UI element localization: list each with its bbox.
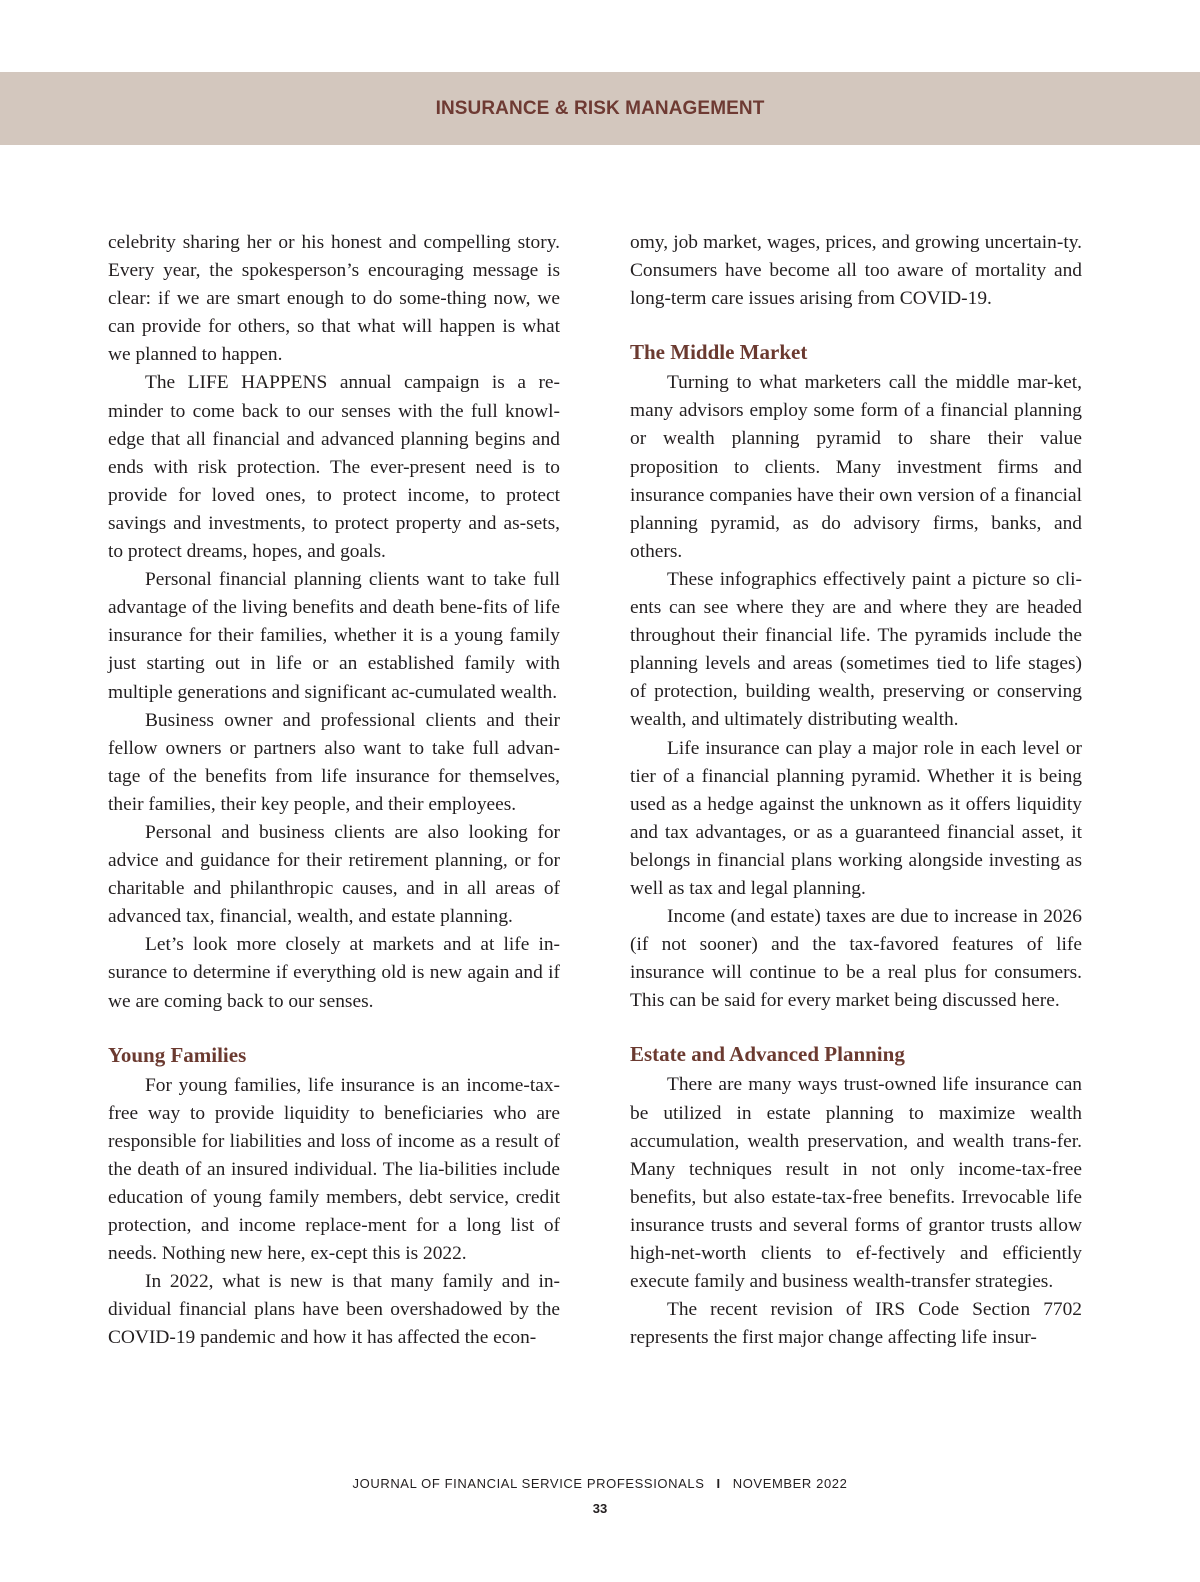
section-title: INSURANCE & RISK MANAGEMENT [435,97,765,119]
subheading-middle-market: The Middle Market [630,340,808,365]
paragraph: Personal financial planning clients want to take full advantage of the living benefits and death bene-fits of life insurance for their families, whether it is a young family just starting out in life or an established family with multiple generations and significant ac-cumulated wealth. [108,569,560,703]
journal-name: JOURNAL OF FINANCIAL SERVICE PROFESSIONALS [352,1476,705,1491]
paragraph: These infographics effectively paint a picture so cli-ents can see where they are and where they are headed throughout their financial life. The pyramids include the planning levels and areas (sometimes tied to life stages) of protection, building wealth, preserving or conserving wealth, and ultimately distributing wealth. [630,568,1082,731]
paragraph: Income (and estate) taxes are due to increase in 2026 (if not sooner) and the tax-favored features of life insurance will continue to be a real plus for consumers. This can be said for every market being discussed here. [630,906,1082,1012]
paragraph: Business owner and professional clients and their fellow owners or partners also want to take full advan-tage of the benefits from life insurance for themselves, their families, their key people, and their employees. [108,709,560,815]
paragraph: celebrity sharing her or his honest and compelling story. Every year, the spokesperson’s encouraging message is clear: if we are smart enough to do some-thing now, we can provide for others, so that what will happen is what we planned to happen. [108,232,560,366]
page-number: 33 [592,1501,608,1516]
paragraph: For young families, life insurance is an income-tax-free way to provide liquidity to beneficiaries who are responsible for liabilities and loss of income as a result of the death of an insured individual. The lia-bilities include education of young family members, debt service, credit protection, and income replace-ment for a long list of needs. Nothing new here, ex-cept this is 2022. [108,1074,560,1265]
paragraph: Life insurance can play a major role in each level or tier of a financial planning pyramid. Whether it is being used as a hedge against the unknown as it offers liquidity and tax advantages, or as a guaranteed financial asset, it belongs in financial plans working alongside investing as well as tax and legal planning. [630,737,1082,899]
left-column [108,229,560,1353]
subheading-estate-planning: Estate and Advanced Planning [630,1042,905,1067]
paragraph: omy, job market, wages, prices, and growing uncertain-ty. Consumers have become all too aware of mortality and long-term care issues arising from COVID-19. [630,232,1082,310]
paragraph: Let’s look more closely at markets and at life in-surance to determine if everything old is new again and if we are coming back to our senses. [108,934,560,1012]
right-column [630,229,1082,1352]
paragraph: Personal and business clients are also looking for advice and guidance for their retirement planning, or for charitable and philanthropic causes, and in all areas of advanced tax, financial, wealth, and estate planning. [108,821,560,928]
paragraph: There are many ways trust-owned life insurance can be utilized in estate planning to maximize wealth accumulation, wealth preservation, and wealth trans-fer. Many techniques result in not only income-tax-free benefits, but also estate-tax-free benefits. Irrevocable life insurance trusts and several forms of grantor trusts allow high-net-worth clients to ef-fectively and efficiently execute family and business wealth-transfer strategies. [630,1074,1082,1293]
footer-journal-line [0,1476,1200,1491]
paragraph: In 2022, what is new is that many family and in-dividual financial plans have been overshadowed by the COVID-19 pandemic and how it has affected the econ- [108,1271,560,1349]
paragraph: The LIFE HAPPENS annual campaign is a re-minder to come back to our senses with the full knowl-edge that all financial and advanced planning begins and ends with risk protection. The ever-present need is to provide for loved ones, to protect income, to protect savings and investments, to protect property and as-sets, to protect dreams, hopes, and goals. [108,372,560,563]
issue-date: NOVEMBER 2022 [732,1476,848,1491]
section-header-band [0,72,1200,145]
footer-separator: I [716,1476,721,1491]
paragraph: Turning to what marketers call the middle mar-ket, many advisors employ some form of a financial planning or wealth planning pyramid to share their value proposition to clients. Many investment firms and insurance companies have their own version of a financial planning pyramid, as do advisory firms, banks, and others. [630,372,1082,562]
subheading-young-families: Young Families [108,1042,247,1067]
paragraph: The recent revision of IRS Code Section 7702 represents the first major change affecting life insur- [630,1299,1082,1349]
